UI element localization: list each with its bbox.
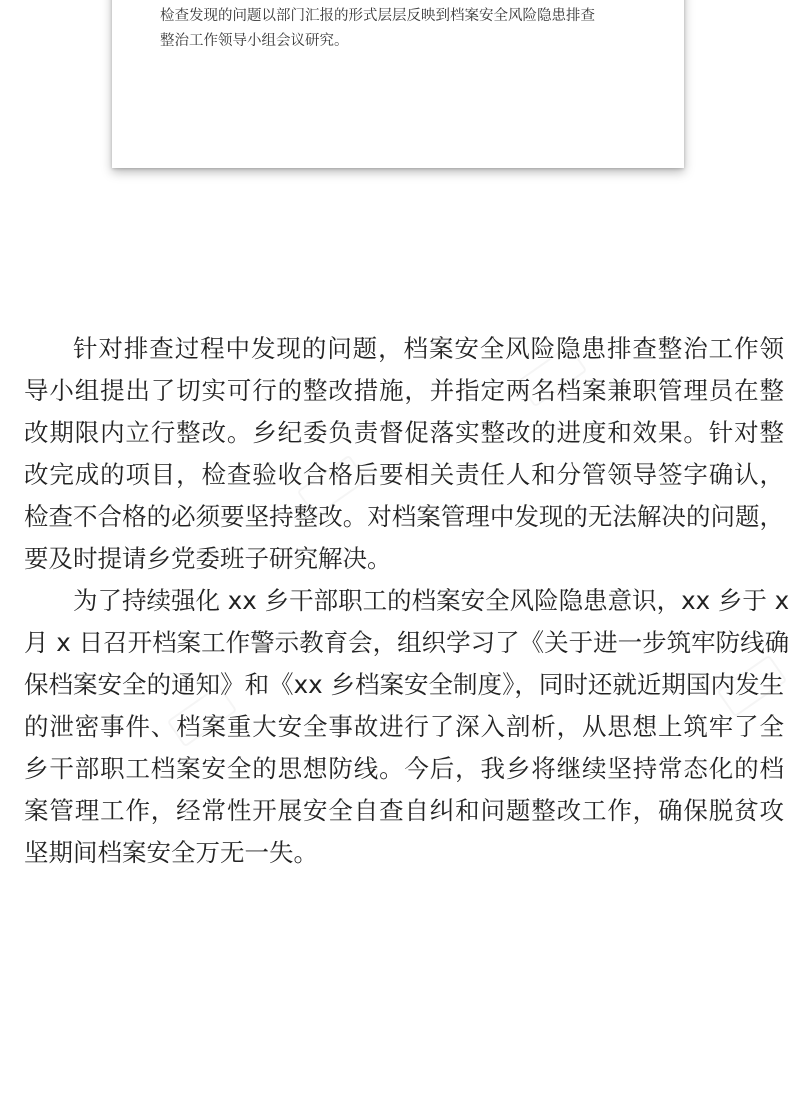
paragraph-2-line-1: 为了持续强化 xx 乡干部职工的档案安全风险隐患意识，xx 乡于 x xyxy=(73,586,790,615)
paragraph-2-line-6: 案管理工作，经常性开展安全自查自纠和问题整改工作，确保脱贫攻 xyxy=(24,796,784,825)
paragraph-1-line-2: 导小组提出了切实可行的整改措施，并指定两名档案兼职管理员在整 xyxy=(24,376,784,405)
paragraph-1-line-1: 针对排查过程中发现的问题，档案安全风险隐患排查整治工作领 xyxy=(73,334,784,363)
body-text xyxy=(24,328,790,874)
paragraph-1-line-4: 改完成的项目，检查验收合格后要相关责任人和分管领导签字确认， xyxy=(24,460,784,489)
summary-card-text xyxy=(160,0,660,54)
paragraph-1-line-5: 检查不合格的必须要坚持整改。对档案管理中发现的无法解决的问题， xyxy=(24,502,784,531)
paragraph-2-line-4: 的泄密事件、档案重大安全事故进行了深入剖析，从思想上筑牢了全 xyxy=(24,712,784,741)
paragraph-2-line-7: 坚期间档案安全万无一失。 xyxy=(24,838,318,867)
paragraph-2-line-5: 乡干部职工档案安全的思想防线。今后，我乡将继续坚持常态化的档 xyxy=(24,754,784,783)
paragraph-2-line-2: 月 x 日召开档案工作警示教育会，组织学习了《关于进一步筑牢防线确 xyxy=(24,628,790,657)
summary-line-3: 整治工作领导小组会议研究。 xyxy=(160,33,349,49)
paragraph-1-line-6: 要及时提请乡党委班子研究解决。 xyxy=(24,544,392,573)
paragraph-1-line-3: 改期限内立行整改。乡纪委负责督促落实整改的进度和效果。针对整 xyxy=(24,418,784,447)
summary-card xyxy=(112,0,684,168)
paragraph-2-line-3: 保档案安全的通知》和《xx 乡档案安全制度》，同时还就近期国内发生 xyxy=(24,670,784,699)
summary-line-2: 检查发现的问题以部门汇报的形式层层反映到档案安全风险隐患排查 xyxy=(160,8,595,24)
